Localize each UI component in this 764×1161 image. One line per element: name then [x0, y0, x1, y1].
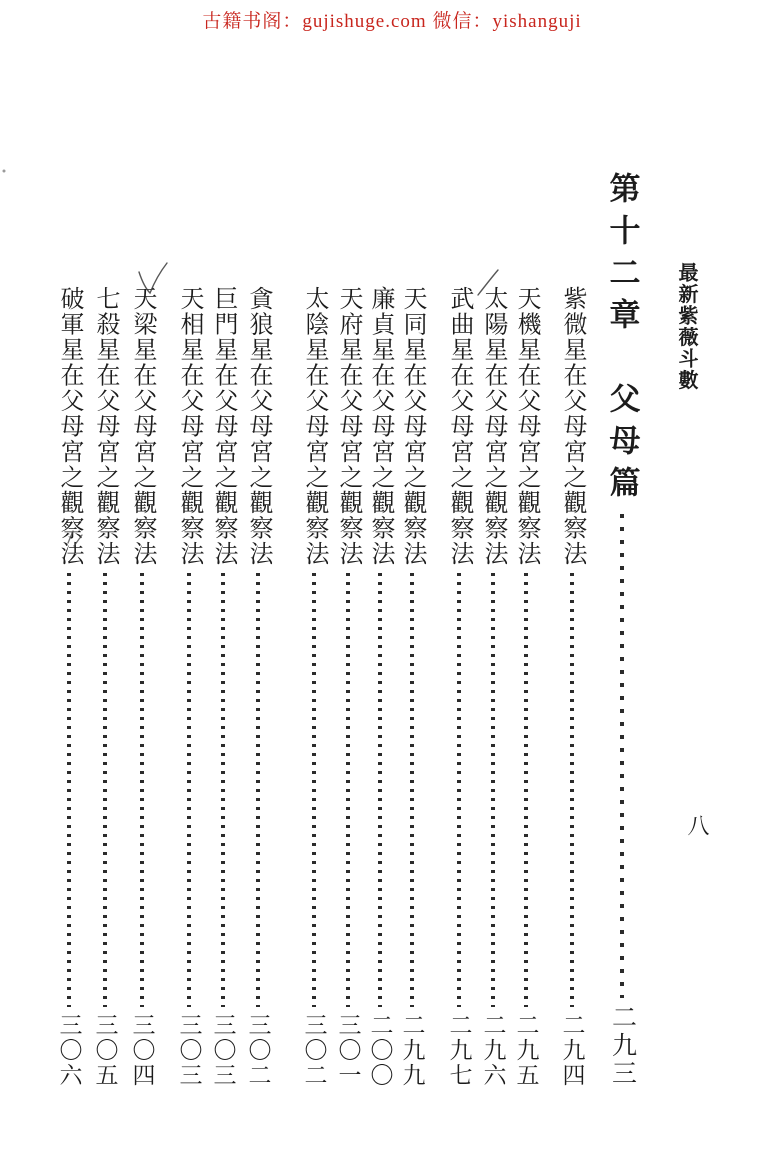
toc-entry-title: 巨門星在父母宮之觀察法: [210, 286, 236, 567]
toc-entry-title: 廉貞星在父母宮之觀察法: [367, 286, 393, 567]
dotted-leader: [491, 573, 495, 1008]
dotted-leader: [457, 573, 461, 1008]
dotted-leader: [221, 573, 225, 1008]
toc-entry-page-number: 三〇二: [245, 1013, 271, 1088]
dotted-leader: [378, 573, 382, 1008]
toc-entry-page-number: 二九五: [513, 1013, 539, 1088]
toc-entry-title: 天府星在父母宮之觀察法: [335, 286, 361, 567]
dotted-leader: [410, 573, 414, 1008]
dotted-leader: [346, 573, 350, 1008]
chapter-title: 第十二章 父母篇: [604, 172, 640, 508]
toc-entry-column: [172, 286, 206, 1088]
dotted-leader: [312, 573, 316, 1008]
toc-entry-page-number: 三〇五: [92, 1013, 118, 1088]
book-title: 最新紫薇斗數: [675, 262, 697, 391]
toc-entry-column: [555, 286, 589, 1088]
toc-entry-title: 七殺星在父母宮之觀察法: [92, 286, 118, 567]
toc-entry-page-number: 三〇二: [301, 1013, 327, 1088]
toc-entry-page-number: 三〇三: [176, 1013, 202, 1088]
folio-page-number: 八: [685, 814, 710, 836]
toc-entry-title: 天同星在父母宮之觀察法: [399, 286, 425, 567]
toc-entry-title: 天機星在父母宮之觀察法: [513, 286, 539, 567]
scan-speck: [3, 170, 6, 173]
toc-entry-title: 紫微星在父母宮之觀察法: [559, 286, 585, 567]
toc-entry-page-number: 二〇〇: [367, 1013, 393, 1088]
dotted-leader: [67, 573, 71, 1008]
toc-entry-title: 貪狼星在父母宮之觀察法: [245, 286, 271, 567]
toc-entry-column: [395, 286, 429, 1088]
dotted-leader: [524, 573, 528, 1008]
toc-entry-title: 太陰星在父母宮之觀察法: [301, 286, 327, 567]
watermark-header: 古籍书阁：gujishuge.com 微信：yishanguji: [202, 11, 582, 32]
toc-entry-title: 武曲星在父母宮之觀察法: [446, 286, 472, 567]
toc-entry-column: [476, 286, 510, 1088]
dotted-leader: [103, 573, 107, 1008]
dotted-leader: [256, 573, 260, 1008]
toc-entry-column: [206, 286, 240, 1088]
toc-entry-page-number: 三〇六: [56, 1013, 82, 1088]
toc-entry-title: 太陽星在父母宮之觀察法: [480, 286, 506, 567]
dotted-leader: [620, 514, 624, 998]
chapter-page-number: 二九三: [608, 1004, 636, 1088]
toc-entry-page-number: 二九四: [559, 1013, 585, 1088]
dotted-leader: [140, 573, 144, 1008]
dotted-leader: [187, 573, 191, 1008]
toc-entry-column: [442, 286, 476, 1088]
toc-entry-column: [297, 286, 331, 1088]
chapter-heading-column: [602, 172, 642, 1088]
toc-entry-page-number: 三〇三: [210, 1013, 236, 1088]
toc-entry-column: [241, 286, 275, 1088]
toc-entry-column: [331, 286, 365, 1088]
toc-entry-page-number: 三〇一: [335, 1013, 361, 1088]
toc-entry-title: 天相星在父母宮之觀察法: [176, 286, 202, 567]
toc-entry-column: [509, 286, 543, 1088]
dotted-leader: [570, 573, 574, 1008]
toc-entry-column: [125, 286, 159, 1088]
toc-entry-page-number: 二九七: [446, 1013, 472, 1088]
toc-entry-column: [88, 286, 122, 1088]
toc-entry-page-number: 三〇四: [129, 1013, 155, 1088]
toc-entry-title: 天梁星在父母宮之觀察法: [129, 286, 155, 567]
toc-entry-page-number: 二九六: [480, 1013, 506, 1088]
toc-entry-column: [363, 286, 397, 1088]
toc-entry-title: 破軍星在父母宮之觀察法: [56, 286, 82, 567]
toc-entry-column: [52, 286, 86, 1088]
toc-entry-page-number: 二九九: [399, 1013, 425, 1088]
